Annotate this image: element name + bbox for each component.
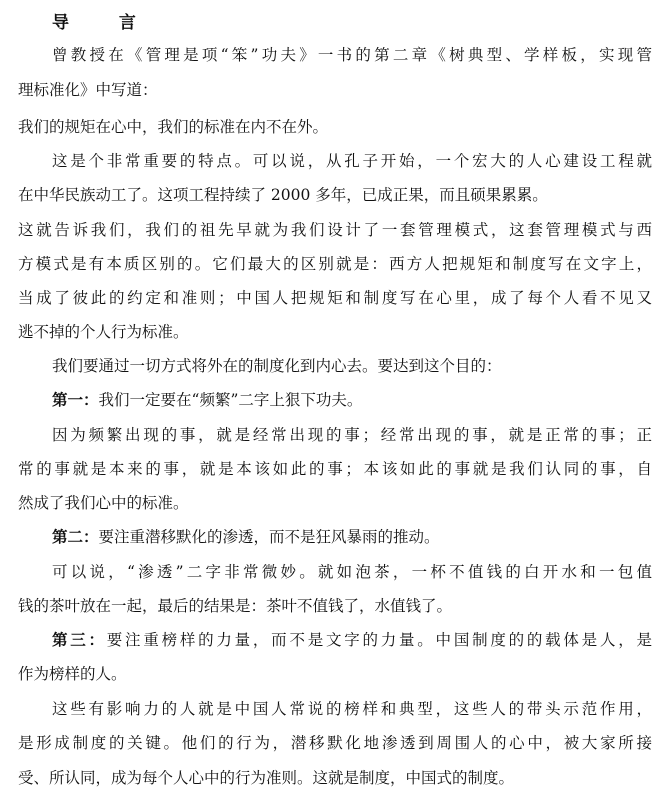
point-text: 要注重潜移默化的渗透，而不是狂风暴雨的推动。 <box>98 528 440 546</box>
text-line: 逃不掉的个人行为标准。 <box>18 323 189 341</box>
text-line: 常的事就是本来的事，就是本该如此的事；本该如此的事就是我们认同的事，自 <box>18 460 652 478</box>
point-text: 我们一定要在“频繁”二字上狠下功夫。 <box>98 391 363 409</box>
text-line: 我们要通过一切方式将外在的制度化到内心去。要达到这个目的： <box>52 357 502 375</box>
text-line: 然成了我们心中的标准。 <box>18 494 189 512</box>
numbered-point-3 <box>52 630 652 650</box>
text-line: 是形成制度的关键。他们的行为，潜移默化地渗透到周围人的心中，被大家所接 <box>18 734 652 752</box>
text-line: 方模式是有本质区别的。它们最大的区别就是：西方人把规矩和制度写在文字上， <box>18 255 652 273</box>
text-line: 受、所认同，成为每个人心中的行为准则。这就是制度，中国式的制度。 <box>18 769 515 787</box>
text-line: 可以说，“渗透”二字非常微妙。就如泡茶，一杯不值钱的白开水和一包值 <box>52 563 652 581</box>
point-lead-label: 第一： <box>52 390 99 409</box>
text-line: 钱的茶叶放在一起，最后的结果是：茶叶不值钱了，水值钱了。 <box>18 597 453 615</box>
text-line: 我们的规矩在心中，我们的标准在内不在外。 <box>18 118 329 136</box>
point-text: 要注重榜样的力量，而不是文字的力量。中国制度的的载体是人，是 <box>106 631 652 649</box>
text-line: 作为榜样的人。 <box>18 665 127 683</box>
text-line: 当成了彼此的约定和准则；中国人把规矩和制度写在心里，成了每个人看不见又 <box>18 289 652 307</box>
point-lead-label: 第二： <box>52 527 99 546</box>
text-line: 在中华民族动工了。这项工程持续了 2000 多年，已成正果，而且硕果累累。 <box>18 186 548 204</box>
text-line: 理标准化》中写道： <box>18 81 158 99</box>
numbered-point-1 <box>52 390 652 410</box>
text-line: 这是个非常重要的特点。可以说，从孔子开始，一个宏大的人心建设工程就 <box>52 152 652 170</box>
text-line: 因为频繁出现的事，就是经常出现的事；经常出现的事，就是正常的事；正 <box>52 426 652 444</box>
text-line: 这就告诉我们，我们的祖先早就为我们设计了一套管理模式，这套管理模式与西 <box>18 221 652 239</box>
text-line: 曾教授在《管理是项“笨”功夫》一书的第二章《树典型、学样板，实现管 <box>52 46 652 64</box>
point-lead-label: 第三： <box>52 630 107 649</box>
text-line: 这些有影响力的人就是中国人常说的榜样和典型，这些人的带头示范作用， <box>52 700 652 718</box>
numbered-point-2 <box>52 527 652 547</box>
document-title: 导 言 <box>52 13 158 33</box>
